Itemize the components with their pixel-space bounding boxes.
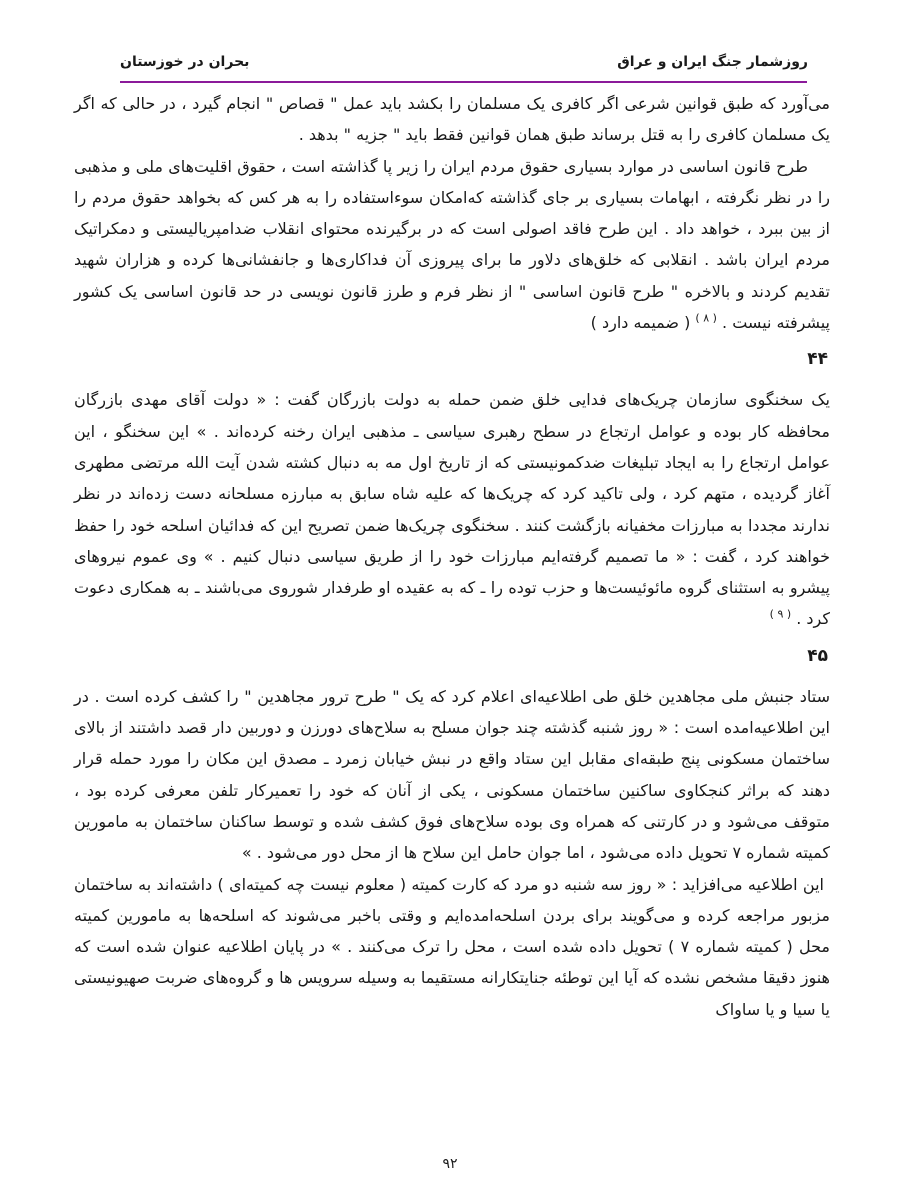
section-44 [74, 384, 830, 634]
paragraph: این اطلاعیه می‌افزاید : « روز سه شنبه دو مرد که کارت کمیته ( معلوم نیست چه کمیته‌ای ) داشته‌اند به ساختمان مزبور مراجعه کرده و می‌گویند برای بردن اسلحه‌امده‌ایم و وقتی باخبر می‌شوند که اسلحه‌ها به مامورین کمیته محل ( کمیته شماره ۷ ) تحویل داده شده است ، محل را ترک می‌کنند . » در پایان اطلاعیه عنوان شده است که هنوز دقیقا مشخص نشده که آیا این توطئه جنایتکارانه مستقیما به وسیله سرویس ها و گروه‌های ضربت صهیونیستی یا سیا و یا ساواک [74, 874, 831, 1019]
page-number: ۹۲ [442, 1156, 458, 1172]
header-rule [120, 81, 807, 83]
paragraph: ستاد جنبش ملی مجاهدین خلق طی اطلاعیه‌ای اعلام کرد که یک " طرح ترور مجاهدین " را کشف کرده است . در این اطلاعیه‌امده است : « روز شنبه گذشته چند جوان مسلح به سلاح‌های دورزن و دوربین دار قصد داشتند از بالای ساختمان مسکونی پنج طبقه‌ای مقابل این ستاد واقع در نبش خیابان زمرد ـ مصدق این مکان را مورد حمله قرار دهند که براثر کنجکاوی ساکنین ساختمان مسکونی ، یکی از آنان که خود را تعمیرکار تلفن معرفی کرده بود ، متوقف می‌شود و در کارتنی که همراه وی بوده سلاح‌های فوق کشف شده و توسط ساکنان ساختمان به مامورین کمیته شماره ۷ تحویل داده می‌شود ، اما جوان حامل این سلاح ها از محل دور می‌شود . » [74, 686, 830, 863]
paragraph: یک سخنگوی سازمان چریک‌های فدایی خلق ضمن حمله به دولت بازرگان گفت : « دولت آقای مهدی بازرگان محافظه کار بوده و عوامل ارتجاع در سطح رهبری سیاسی ـ مذهبی ایران رخنه کرده‌اند . » این سخنگو ، این عوامل ارتجاع را به ایجاد تبلیغات ضدکمونیستی که از تاریخ اول مه به دنبال کشته شدن آیت الله مرتضی مطهری آغاز گردیده ، متهم کرد ، ولی تاکید کرد که چریک‌ها که علیه شاه سابق به مبارزه مسلحانه دست زده‌اند در نظر ندارند مجددا به مبارزات مخفیانه بازگشت کنند . سخنگوی چریک‌ها ضمن تصریح این که فدائیان اسلحه خود را حفظ خواهند کرد ، گفت : « ما تصمیم گرفته‌ایم مبارزات خود را از طریق سیاسی دنبال کنیم . » وی عموم نیروهای پیشرو به استثنای گروه مائوئیست‌ها و حزب توده را ـ که به عقیده او طرفدار شوروی می‌باشند ـ به همکاری دعوت کرد . $^{( ۹ )}$ [74, 390, 830, 629]
entry-number: ۴۵ [807, 645, 828, 666]
section-43-continuation [74, 88, 830, 338]
paragraph: می‌آورد که طبق قوانین شرعی اگر کافری یک مسلمان را بکشد باید عمل " قصاص " انجام گیرد ، در حالی که اگر یک مسلمان کافری را به قتل برساند طبق همان قوانین فقط باید " جزیه " بدهد . [74, 94, 830, 145]
footnote-ref: ( ۸ ) [695, 311, 717, 325]
running-header [120, 48, 808, 76]
annex-note: ( ضمیمه دارد ) [590, 313, 691, 333]
footnote-ref: ( ۹ ) [769, 608, 792, 622]
section-45 [74, 681, 830, 1025]
body-text [74, 88, 830, 1025]
chapter-title: بحران در خوزستان [120, 54, 250, 70]
entry-number: ۴۴ [807, 349, 828, 370]
book-title: روزشمار جنگ ایران و عراق [617, 54, 808, 70]
paragraph: طرح قانون اساسی در موارد بسیاری حقوق مردم ایران را زیر پا گذاشته است ، حقوق اقلیت‌های ملی و مذهبی را در نظر نگرفته ، ابهامات بسیاری بر جای گذاشته که‌امکان سوءاستفاده را به هر کس که بخواهد حقوق مردم را از بین ببرد ، خواهد داد . این طرح فاقد اصولی است که در برگیرنده محتوای انقلاب ضدامپریالیستی و دمکراتیک مردم ایران باشد . انقلابی که خلق‌های دلاور ما برای پیروزی آن فداکاری‌ها و جانفشانی‌ها کرده و هزاران شهید تقدیم کردند و بالاخره " طرح قانون اساسی " از نظر فرم و طرز قانون نویسی در حد قانون اساسی یک کشور پیشرفته نیست . $^{( ۸ )}$ ( ضمیمه دارد ) [74, 156, 830, 333]
